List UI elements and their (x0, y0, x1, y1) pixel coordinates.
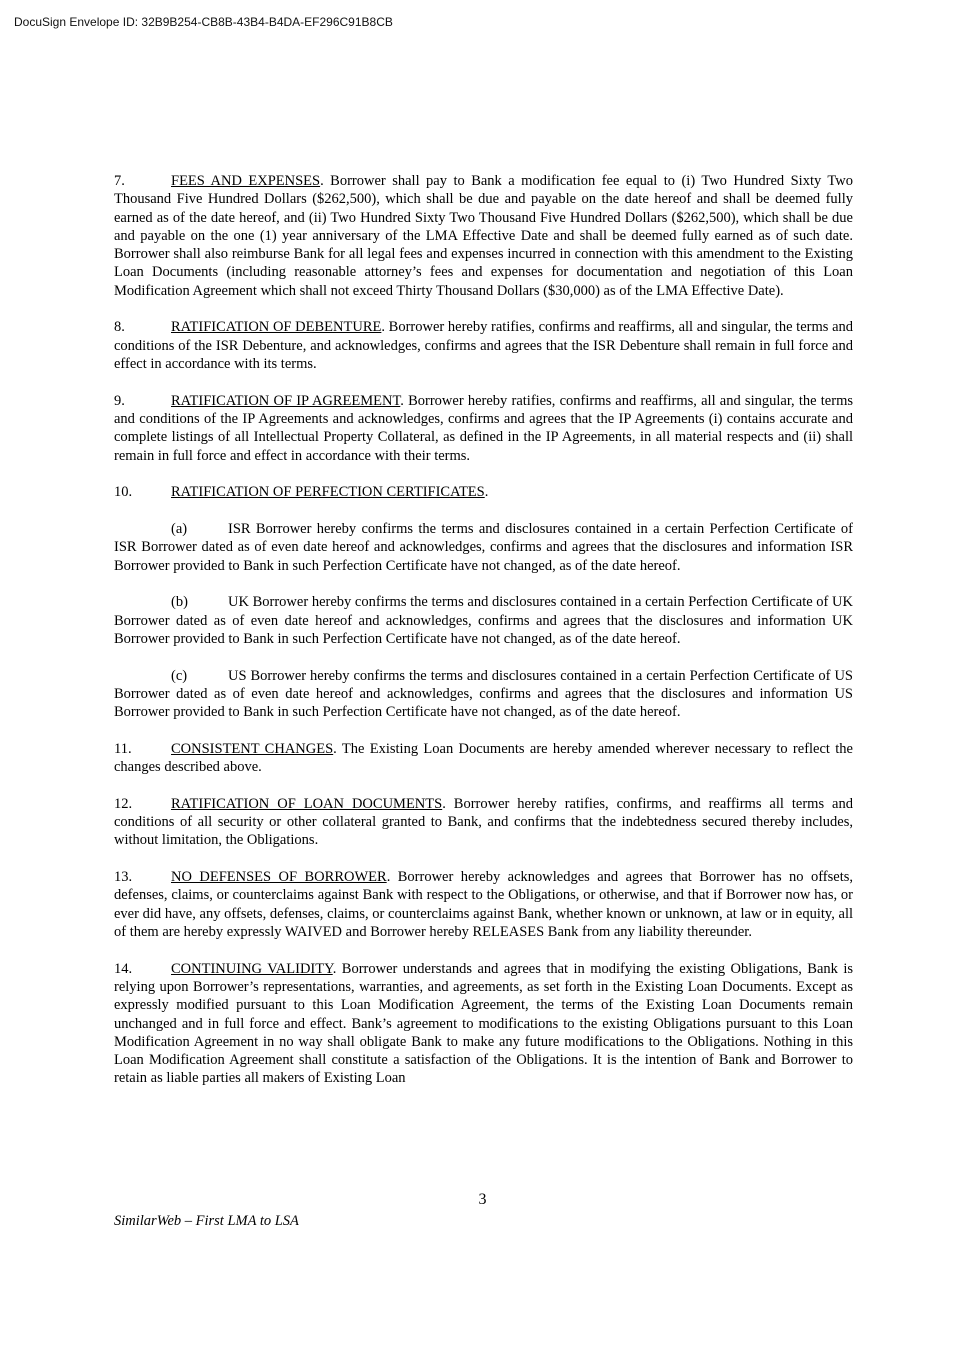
section-8 (114, 318, 853, 373)
section-9 (114, 392, 853, 465)
subsection-10c (114, 667, 853, 722)
section-heading: NO DEFENSES OF BORROWER (171, 869, 387, 886)
section-number: 9. (114, 392, 125, 409)
section-heading: FEES AND EXPENSES (171, 173, 321, 189)
page-number: 3 (478, 1191, 487, 1208)
subsection-label: (c) (171, 667, 188, 684)
subsection-10a (114, 520, 853, 575)
subsection-text: US Borrower hereby confirms the terms and disclosures contained in a certain Perfection Certificate of US Borrower dated as of even date hereof and acknowledges, confirms and agrees that the disclosures and information US Borrower provided to Bank in such Perfection Certificate have not changed, as of the date hereof. (114, 667, 853, 721)
section-number: 7. (114, 173, 125, 189)
section-heading: RATIFICATION OF DEBENTURE (171, 319, 382, 336)
section-7 (114, 172, 853, 300)
section-number: 14. (114, 960, 133, 977)
section-text: . The Existing Loan Documents are hereby amended wherever necessary to reflect the changes described above. (114, 740, 853, 776)
section-13 (114, 868, 853, 941)
section-text: . Borrower hereby ratifies, confirms and reaffirms, all and singular, the terms and conditions of the ISR Debenture, and acknowledges, confirms and agrees that the ISR Debenture shall remain in full force and effect in accordance with its terms. (114, 319, 854, 373)
section-heading: CONSISTENT CHANGES (171, 740, 334, 757)
section-text: . Borrower hereby ratifies, confirms, and reaffirms all terms and conditions of all security or other collateral granted to Bank, and confirms that the indebtedness secured thereby includes, without limitation, the Obligations. (114, 795, 853, 849)
section-number: 12. (114, 795, 133, 812)
section-number: 13. (114, 869, 133, 886)
section-12 (114, 795, 853, 850)
section-text: . Borrower hereby ratifies, confirms and reaffirms, all and singular, the terms and conditions of the IP Agreements and acknowledges, confirms and agrees that the IP Agreements (i) contains accurate and complete listings of all Intellectual Property Collateral, as defined in the IP Agreements, in all material respects and (ii) shall remain in full force and effect in accordance with their terms. (114, 392, 853, 464)
document-footer: SimilarWeb – First LMA to LSA (114, 1213, 299, 1229)
section-11 (114, 740, 853, 777)
section-heading: RATIFICATION OF PERFECTION CERTIFICATES (171, 484, 485, 501)
section-heading: CONTINUING VALIDITY (171, 960, 333, 977)
section-14 (114, 960, 853, 1088)
document-body (114, 172, 853, 1106)
section-text: . (484, 484, 489, 501)
section-number: 10. (114, 484, 133, 501)
section-text: . Borrower understands and agrees that in modifying the existing Obligations, Bank is relying upon Borrower’s representations, warranties, and agreements, as set forth in the Existing Loan Documents. Except as expressly modified pursuant to this Loan Modification Agreement, the terms of the Existing Loan Documents remain unchanged and in full force and effect. Bank’s agreement to modifications to the existing Obligations pursuant to this Loan Modification Agreement in no way shall obligate Bank to make any future modifications to the Obligations. Nothing in this Loan Modification Agreement shall constitute a satisfaction of the Obligations. It is the intention of Bank and Borrower to retain as liable parties all makers of Existing Loan (114, 960, 853, 1087)
section-heading: RATIFICATION OF IP AGREEMENT (171, 392, 401, 409)
section-number: 11. (114, 740, 132, 757)
subsection-text: UK Borrower hereby confirms the terms and disclosures contained in a certain Perfection Certificate of UK Borrower dated as of even date hereof and acknowledges, confirms and agrees that the disclosures and information UK Borrower provided to Bank in such Perfection Certificate have not changed, as of the date hereof. (114, 594, 853, 647)
subsection-label: (a) (171, 521, 188, 538)
subsection-10b (114, 593, 853, 648)
section-10 (114, 483, 853, 501)
section-text: . Borrower shall pay to Bank a modification fee equal to (i) Two Hundred Sixty Two Thousand Five Hundred Dollars ($262,500), which shall be due and payable on the date hereof and shall be deemed fully earned as of the date hereof, and (ii) Two Hundred Sixty Two Thousand Five Hundred Dollars ($262,500), which shall be due and payable on the one (1) year anniversary of the LMA Effective Date and shall be deemed fully earned as of such date. Borrower shall also reimburse Bank for all legal fees and expenses incurred in connection with this amendment to the Existing Loan Documents (including reasonable attorney’s fees and expenses for documentation and negotiation of this Loan Modification Agreement which shall not exceed Thirty Thousand Dollars ($30,000) as of the LMA Effective Date). (114, 173, 853, 299)
section-text: . Borrower hereby acknowledges and agrees that Borrower has no offsets, defenses, claims, or counterclaims against Bank with respect to the Obligations, or otherwise, and that if Borrower now has, or ever did have, any offsets, defenses, claims, or counterclaims against Bank, whether known or unknown, at law or in equity, all of them are hereby expressly WAIVED and Borrower hereby RELEASES Bank from any liability thereunder. (114, 869, 853, 941)
section-heading: RATIFICATION OF LOAN DOCUMENTS (171, 795, 443, 812)
subsection-label: (b) (171, 594, 188, 611)
docusign-envelope-id: DocuSign Envelope ID: 32B9B254-CB8B-43B4-B4DA-EF296C91B8CB (14, 15, 393, 29)
subsection-text: ISR Borrower hereby confirms the terms and disclosures contained in a certain Perfection Certificate of ISR Borrower dated as of even date hereof and acknowledges, confirms and agrees that the disclosures and information ISR Borrower provided to Bank in such Perfection Certificate have not changed, as of the date hereof. (114, 521, 853, 574)
section-number: 8. (114, 319, 125, 336)
